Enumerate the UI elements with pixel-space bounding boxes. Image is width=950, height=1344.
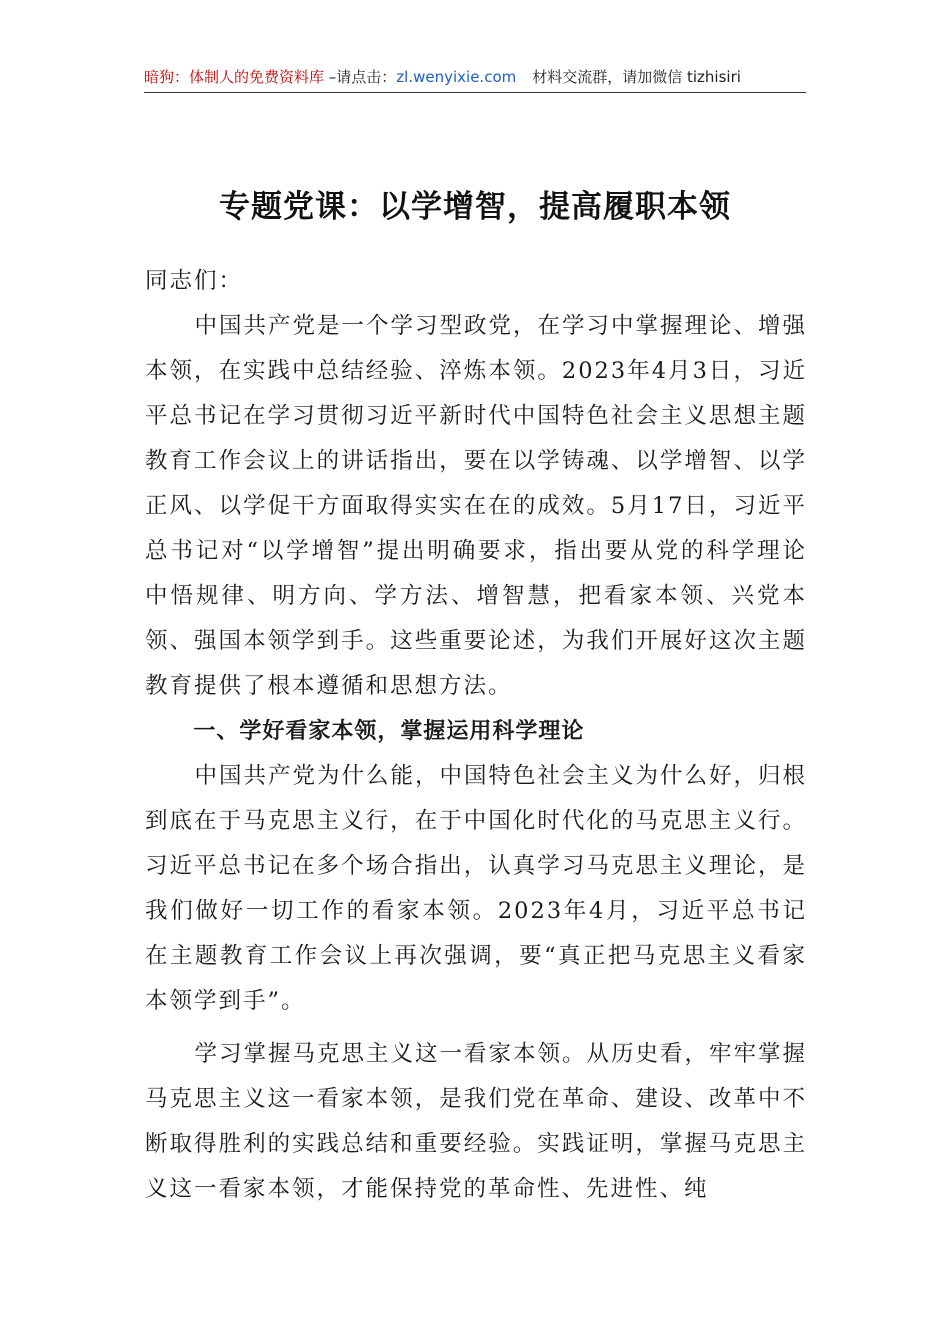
page-header xyxy=(144,62,806,93)
document-body xyxy=(145,259,807,1212)
header-url-link[interactable]: zl.wenyixie.com xyxy=(396,68,517,86)
section-heading: 一、学好看家本领，掌握运用科学理论 xyxy=(193,719,585,744)
paragraph-intro: 中国共产党是一个学习型政党，在学习中掌握理论、增强本领，在实践中总结经验、淬炼本领。2023年4月3日，习近平总书记在学习贯彻习近平新时代中国特色社会主义思想主题教育工作会议上的讲话指出，要在以学铸魂、以学增智、以学正风、以学促干方面取得实实在在的成效。5月17日，习近平总书记对“以学增智”提出明确要求，指出要从党的科学理论中悟规律、明方向、学方法、增智慧，把看家本领、兴党本领、强国本领学到手。这些重要论述，为我们开展好这次主题教育提供了根本遵循和思想方法。 xyxy=(145,313,808,699)
header-brand[interactable]: 暗狗：体制人的免费资料库 xyxy=(144,68,325,86)
paragraph-section-1: 中国共产党为什么能，中国特色社会主义为什么好，归根到底在于马克思主义行，在于中国化时代化的马克思主义行。习近平总书记在多个场合指出，认真学习马克思主义理论，是我们做好一切工作的看家本领。2023年4月，习近平总书记在主题教育工作会议上再次强调，要“真正把马克思主义看家本领学到手”。 xyxy=(145,763,808,1014)
document-title: 专题党课：以学增智，提高履职本领 xyxy=(219,188,731,225)
header-click-prompt: –请点击： xyxy=(324,68,397,86)
paragraph-section-2: 学习掌握马克思主义这一看家本领。从历史看，牢牢掌握马克思主义这一看家本领，是我们党在革命、建设、改革中不断取得胜利的实践总结和重要经验。实践证明，掌握马克思主义这一看家本领，才能保持党的革命性、先进性、纯 xyxy=(145,1041,808,1202)
header-wechat-note: 材料交流群，请加微信 tizhisiri xyxy=(532,68,741,86)
greeting: 同志们： xyxy=(145,268,244,294)
